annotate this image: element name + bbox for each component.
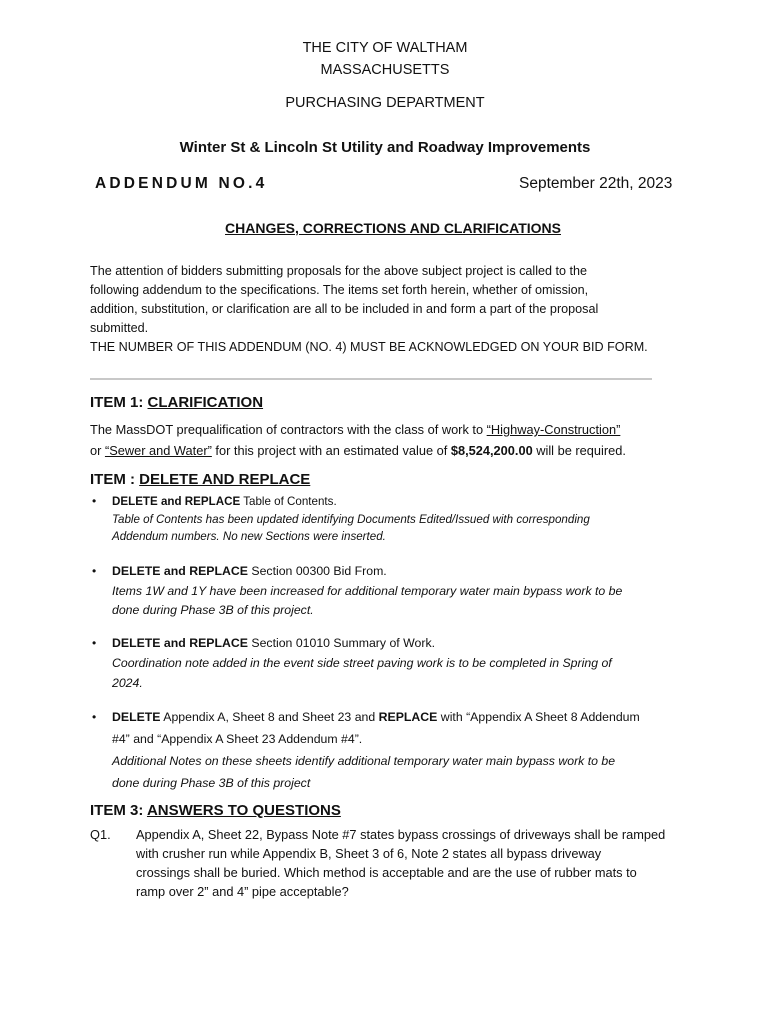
item1-text: for this project with an estimated value of <box>211 443 451 458</box>
bullet2-action: DELETE and REPLACE <box>112 564 248 578</box>
bullet4-action: DELETE <box>112 710 161 724</box>
horizontal-divider <box>90 378 652 380</box>
bullet2-note: Items 1W and 1Y have been increased for additional temporary water main bypass work to be <box>112 584 623 598</box>
intro-paragraph <box>90 262 690 357</box>
question-line: ramp over 2” and 4” pipe acceptable? <box>136 884 349 899</box>
item2-heading <box>90 471 310 488</box>
bullet4-line <box>112 710 640 724</box>
bullet3-target: Section 01010 Summary of Work. <box>247 636 436 650</box>
bullet1-line <box>112 495 337 508</box>
item1-class-highway: “Highway-Construction” <box>486 422 621 437</box>
bullet2-target: Section 00300 Bid From. <box>247 564 387 578</box>
bullet4-note: Additional Notes on these sheets identify additional temporary water main bypass work to be <box>112 754 616 768</box>
bullet-icon: • <box>92 494 97 508</box>
question-line: Appendix A, Sheet 22, Bypass Note #7 states bypass crossings of driveways shall be ramped <box>136 827 666 842</box>
item1-line-2 <box>90 443 626 458</box>
item1-estimated-value: $8,524,200.00 <box>450 443 533 458</box>
bullet-icon: • <box>92 636 97 650</box>
bullet-icon: • <box>92 710 97 724</box>
item1-text: will be required. <box>532 443 626 458</box>
intro-acknowledge-line: THE NUMBER OF THIS ADDENDUM (NO. 4) MUST BE ACKNOWLEDGED ON YOUR BID FORM. <box>90 340 648 354</box>
bullet2-line <box>112 564 387 578</box>
addendum-date: September 22th, 2023 <box>519 175 673 192</box>
question-label: Q1. <box>90 827 111 842</box>
question-line: crossings shall be buried. Which method is acceptable and are the use of rubber mats to <box>136 865 637 880</box>
bullet2-note: done during Phase 3B of this project. <box>112 603 314 617</box>
bullet4-note: done during Phase 3B of this project <box>112 776 311 790</box>
bullet4-target-2: with “Appendix A Sheet 8 Addendum <box>437 710 640 724</box>
bullet1-target: Table of Contents. <box>240 495 337 508</box>
bullet3-line <box>112 636 435 650</box>
bullet3-note: Coordination note added in the event side street paving work is to be completed in Spring of <box>112 656 612 670</box>
addendum-number: ADDENDUM NO.4 <box>95 175 268 192</box>
item1-class-sewer: “Sewer and Water” <box>104 443 212 458</box>
bullet4-target: Appendix A, Sheet 8 and Sheet 23 and <box>160 710 379 724</box>
item2-heading-text: DELETE AND REPLACE <box>139 471 311 488</box>
bullet4-line-2: #4” and “Appendix A Sheet 23 Addendum #4”. <box>112 732 363 746</box>
question-line: with crusher run while Appendix B, Sheet 3 of 6, Note 2 states all bypass driveway <box>136 846 602 861</box>
item3-prefix: ITEM 3: <box>90 802 147 819</box>
item3-heading-text: ANSWERS TO QUESTIONS <box>146 802 341 819</box>
section-subtitle: CHANGES, CORRECTIONS AND CLARIFICATIONS <box>225 220 561 236</box>
intro-line: submitted. <box>90 321 149 335</box>
bullet3-action: DELETE and REPLACE <box>112 636 248 650</box>
item2-prefix: ITEM : <box>90 471 140 488</box>
bullet1-note: Addendum numbers. No new Sections were inserted. <box>112 530 386 543</box>
item3-heading <box>90 802 341 819</box>
item1-heading-text: CLARIFICATION <box>147 394 264 411</box>
bullet3-note: 2024. <box>112 676 143 690</box>
intro-line: The attention of bidders submitting proposals for the above subject project is called to the <box>90 264 588 278</box>
item1-line-1 <box>90 422 620 437</box>
state-heading: MASSACHUSETTS <box>320 62 450 78</box>
item1-text: The MassDOT prequalification of contractors with the class of work to <box>90 422 487 437</box>
bullet1-note: Table of Contents has been updated identifying Documents Edited/Issued with corresponding <box>112 513 590 526</box>
bullet4-action-2: REPLACE <box>378 710 438 724</box>
bullet1-action: DELETE and REPLACE <box>112 495 241 508</box>
item1-text: or <box>90 443 105 458</box>
intro-line: addition, substitution, or clarification are all to be included in and form a part of the proposal <box>90 302 599 316</box>
bullet-icon: • <box>92 564 97 578</box>
item1-prefix: ITEM 1: <box>90 394 148 411</box>
city-heading: THE CITY OF WALTHAM <box>302 40 468 56</box>
project-title: Winter St & Lincoln St Utility and Roadway Improvements <box>179 139 591 156</box>
department-heading: PURCHASING DEPARTMENT <box>285 95 485 111</box>
intro-line: following addendum to the specifications. The items set forth herein, whether of omission, <box>90 283 589 297</box>
item1-heading <box>90 394 263 411</box>
